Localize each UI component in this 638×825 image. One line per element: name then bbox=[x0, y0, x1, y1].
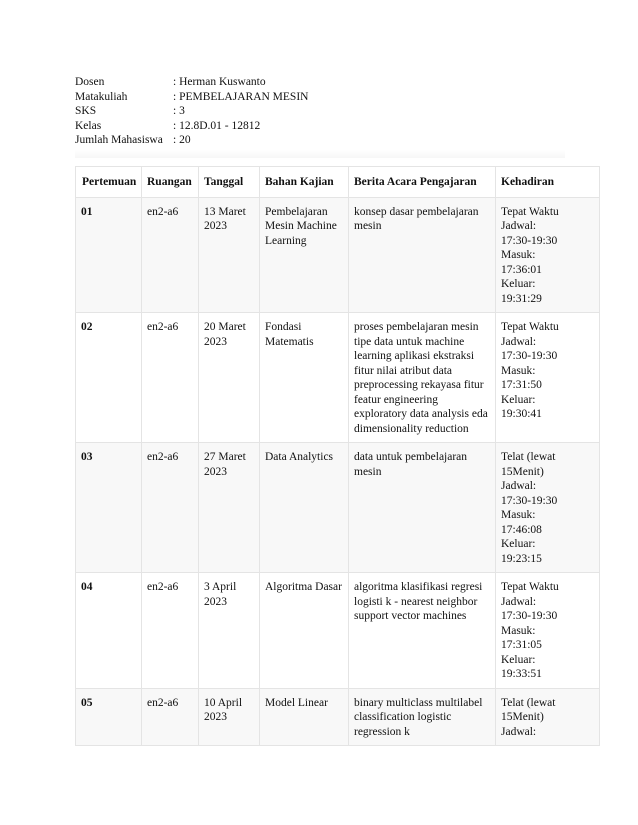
cell-kehadiran bbox=[496, 197, 600, 313]
cell-ruangan: en2-a6 bbox=[142, 573, 199, 689]
cell-bahan-kajian: Algoritma Dasar bbox=[260, 573, 349, 689]
column-header-ruangan: Ruangan bbox=[142, 167, 199, 198]
kehadiran-jadwal-label: Jadwal: bbox=[501, 335, 537, 348]
info-value: : Herman Kuswanto bbox=[173, 76, 266, 88]
kehadiran-jadwal-label: Jadwal: bbox=[501, 595, 537, 608]
cell-bahan-kajian: Pembelajaran Mesin Machine Learning bbox=[260, 197, 349, 313]
cell-tanggal: 10 April 2023 bbox=[199, 688, 260, 746]
cell-tanggal: 3 April 2023 bbox=[199, 573, 260, 689]
cell-tanggal: 13 Maret 2023 bbox=[199, 197, 260, 313]
cell-kehadiran bbox=[496, 313, 600, 443]
column-header-tanggal: Tanggal bbox=[199, 167, 260, 198]
kehadiran-keluar-label: Keluar: bbox=[501, 653, 536, 666]
kehadiran-jadwal: 17:30-19:30 bbox=[501, 494, 558, 507]
info-value: : 20 bbox=[173, 134, 191, 146]
info-matakuliah bbox=[75, 90, 565, 105]
course-info bbox=[75, 75, 565, 158]
kehadiran-status: Telat (lewat 15Menit) bbox=[501, 696, 556, 723]
cell-kehadiran bbox=[496, 573, 600, 689]
column-header-pertemuan: Pertemuan bbox=[76, 167, 142, 198]
cell-pertemuan: 03 bbox=[76, 443, 142, 573]
table-row bbox=[76, 688, 600, 746]
info-label: Kelas bbox=[75, 119, 102, 132]
info-label: Matakuliah bbox=[75, 90, 128, 103]
kehadiran-masuk: 17:31:50 bbox=[501, 379, 542, 391]
column-header-berita-acara: Berita Acara Pengajaran bbox=[349, 167, 496, 198]
cell-kehadiran bbox=[496, 443, 600, 573]
cell-pertemuan: 01 bbox=[76, 197, 142, 313]
kehadiran-masuk-label: Masuk: bbox=[501, 509, 536, 521]
info-value: : 12.8D.01 - 12812 bbox=[173, 119, 261, 132]
kehadiran-keluar: 19:31:29 bbox=[501, 292, 542, 305]
column-header-kehadiran: Kehadiran bbox=[496, 167, 600, 198]
kehadiran-masuk: 17:36:01 bbox=[501, 263, 542, 276]
table-row bbox=[76, 313, 600, 443]
cell-pertemuan: 05 bbox=[76, 688, 142, 746]
kehadiran-masuk-label: Masuk: bbox=[501, 364, 536, 377]
cell-berita-acara: konsep dasar pembelajaran mesin bbox=[349, 197, 496, 313]
cell-bahan-kajian: Data Analytics bbox=[260, 443, 349, 573]
kehadiran-jadwal-label: Jadwal: bbox=[501, 480, 537, 492]
berita-acara-table bbox=[75, 166, 600, 746]
table-row bbox=[76, 573, 600, 689]
cell-ruangan: en2-a6 bbox=[142, 313, 199, 443]
divider bbox=[75, 150, 565, 158]
cell-bahan-kajian: Fondasi Matematis bbox=[260, 313, 349, 443]
kehadiran-keluar: 19:30:41 bbox=[501, 408, 542, 420]
cell-ruangan: en2-a6 bbox=[142, 443, 199, 573]
column-header-bahan-kajian: Bahan Kajian bbox=[260, 167, 349, 198]
cell-tanggal: 27 Maret 2023 bbox=[199, 443, 260, 573]
info-jumlah-mahasiswa bbox=[75, 133, 565, 148]
info-dosen bbox=[75, 75, 565, 90]
cell-berita-acara: algoritma klasifikasi regresi logisti k - nearest neighbor support vector machines bbox=[349, 573, 496, 689]
info-label: SKS bbox=[75, 105, 97, 117]
cell-pertemuan: 04 bbox=[76, 573, 142, 689]
kehadiran-status: Tepat Waktu bbox=[501, 321, 559, 333]
cell-pertemuan: 02 bbox=[76, 313, 142, 443]
info-kelas bbox=[75, 119, 565, 134]
kehadiran-keluar: 19:33:51 bbox=[501, 668, 542, 680]
kehadiran-status: Tepat Waktu bbox=[501, 205, 559, 218]
cell-berita-acara: binary multiclass multilabel classification logistic regression k bbox=[349, 688, 496, 746]
kehadiran-masuk: 17:31:05 bbox=[501, 639, 542, 651]
cell-ruangan: en2-a6 bbox=[142, 197, 199, 313]
table-row bbox=[76, 197, 600, 313]
cell-berita-acara: proses pembelajaran mesin tipe data untuk machine learning aplikasi ekstraksi fitur nilai atribut data preprocessing rekayasa fitur featur engineering exploratory data analysis eda dimensionality reduction bbox=[349, 313, 496, 443]
kehadiran-keluar-label: Keluar: bbox=[501, 278, 536, 290]
table-header-row bbox=[76, 167, 600, 198]
kehadiran-status: Telat (lewat 15Menit) bbox=[501, 451, 556, 478]
kehadiran-keluar: 19:23:15 bbox=[501, 552, 542, 565]
info-sks bbox=[75, 104, 565, 119]
kehadiran-jadwal-label: Jadwal: bbox=[501, 725, 537, 738]
info-label: Jumlah Mahasiswa bbox=[75, 134, 163, 146]
table-row bbox=[76, 443, 600, 573]
kehadiran-keluar-label: Keluar: bbox=[501, 538, 536, 550]
kehadiran-jadwal: 17:30-19:30 bbox=[501, 350, 558, 362]
kehadiran-jadwal: 17:30-19:30 bbox=[501, 234, 558, 247]
info-label: Dosen bbox=[75, 76, 105, 88]
cell-tanggal: 20 Maret 2023 bbox=[199, 313, 260, 443]
info-value: : PEMBELAJARAN MESIN bbox=[173, 90, 309, 103]
kehadiran-jadwal: 17:30-19:30 bbox=[501, 610, 558, 622]
cell-ruangan: en2-a6 bbox=[142, 688, 199, 746]
kehadiran-masuk: 17:46:08 bbox=[501, 523, 542, 536]
cell-bahan-kajian: Model Linear bbox=[260, 688, 349, 746]
kehadiran-masuk-label: Masuk: bbox=[501, 249, 536, 261]
cell-berita-acara: data untuk pembelajaran mesin bbox=[349, 443, 496, 573]
cell-kehadiran bbox=[496, 688, 600, 746]
kehadiran-keluar-label: Keluar: bbox=[501, 393, 536, 406]
info-value: : 3 bbox=[173, 105, 185, 117]
kehadiran-status: Tepat Waktu bbox=[501, 581, 559, 593]
kehadiran-jadwal-label: Jadwal: bbox=[501, 220, 537, 232]
kehadiran-masuk-label: Masuk: bbox=[501, 624, 536, 637]
